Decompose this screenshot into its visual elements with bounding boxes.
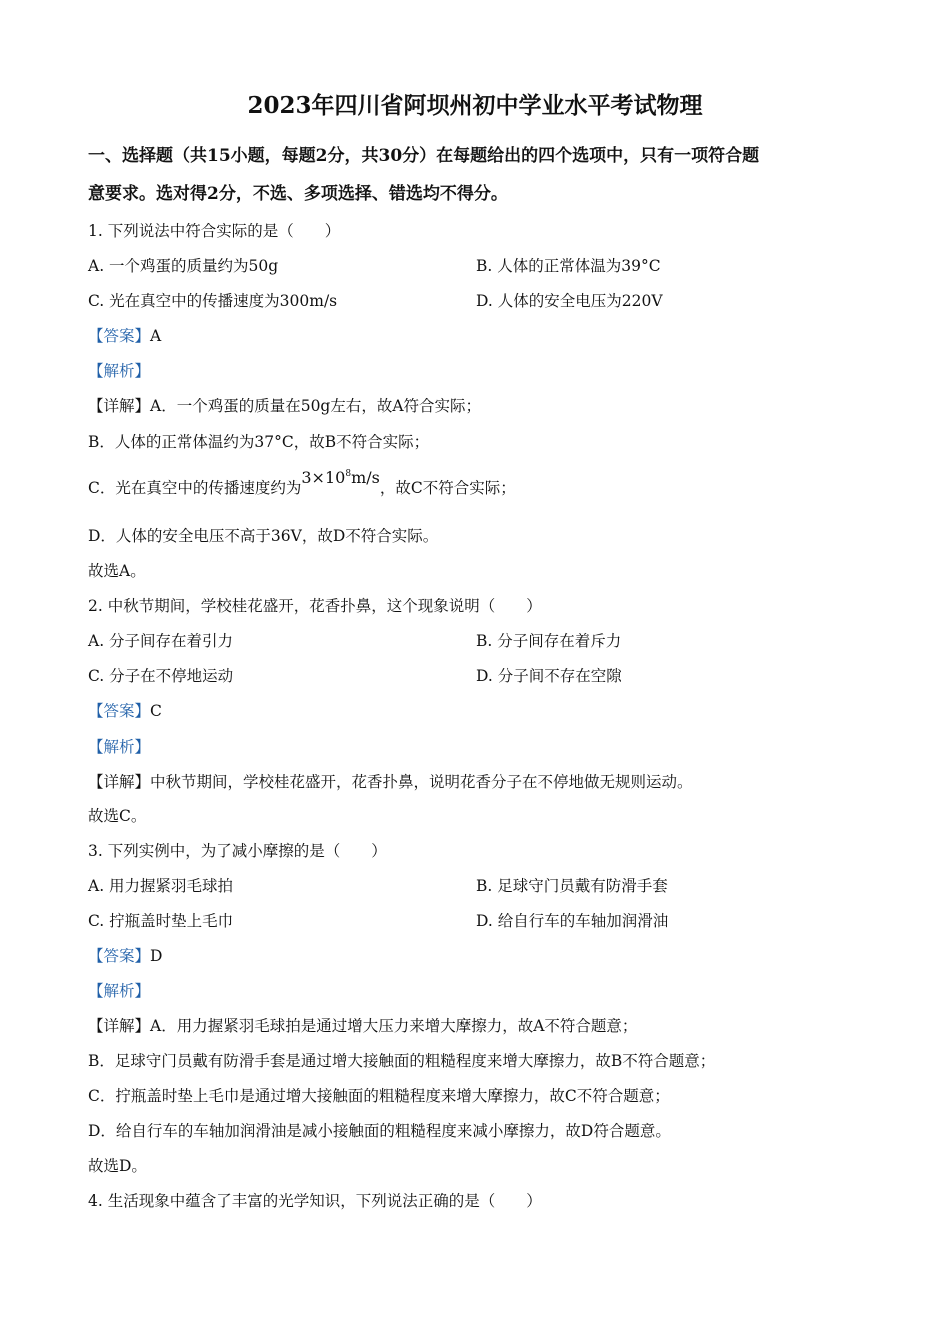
q2-option-c: C. 分子在不停地运动 — [88, 667, 234, 685]
detail-label: 【详解】 — [88, 773, 151, 791]
section-heading-line-2: 意要求。选对得2分，不选、多项选择、错选均不得分。 — [88, 184, 508, 204]
q2-detail — [88, 772, 693, 792]
analysis-label: 【解析】 — [88, 362, 151, 380]
answer-label: 【答案】 — [88, 947, 151, 965]
q3-option-c: C. 拧瓶盖时垫上毛巾 — [88, 912, 234, 930]
q1-detail-b: B．人体的正常体温约为37°C，故B不符合实际； — [88, 433, 430, 451]
q4-stem: 4. 生活现象中蕴含了丰富的光学知识，下列说法正确的是（ ） — [88, 1192, 542, 1210]
q2-stem: 2. 中秋节期间，学校桂花盛开，花香扑鼻，这个现象说明（ ） — [88, 597, 542, 615]
q2-option-d: D. 分子间不存在空隙 — [476, 667, 622, 685]
q3-detail-c: C．拧瓶盖时垫上毛巾是通过增大接触面的粗糙程度来增大摩擦力，故C不符合题意； — [88, 1087, 670, 1105]
q1-conclusion: 故选A。 — [88, 562, 146, 580]
detail-label: 【详解】 — [88, 1017, 151, 1035]
q1-option-d: D. 人体的安全电压为220V — [476, 292, 663, 310]
q1-detail-a-text: A．一个鸡蛋的质量在50g左右，故A符合实际； — [150, 397, 482, 415]
q2-analysis-label — [88, 737, 150, 757]
q3-detail-b: B．足球守门员戴有防滑手套是通过增大接触面的粗糙程度来增大摩擦力，故B不符合题意； — [88, 1052, 716, 1070]
q1-answer — [88, 326, 161, 346]
page-title: 2023年四川省阿坝州初中学业水平考试物理 — [247, 92, 703, 119]
q3-detail-a — [88, 1016, 637, 1036]
q3-detail-d: D．给自行车的车轴加润滑油是减小接触面的粗糙程度来减小摩擦力，故D符合题意。 — [88, 1122, 671, 1140]
q3-analysis-label — [88, 981, 150, 1001]
q1-detail-a — [88, 396, 481, 416]
q3-option-b: B. 足球守门员戴有防滑手套 — [476, 877, 668, 895]
analysis-label: 【解析】 — [88, 982, 151, 1000]
q1-answer-value: A — [150, 327, 162, 345]
q1-stem: 1. 下列说法中符合实际的是（ ） — [88, 222, 341, 240]
q3-answer-value: D — [150, 947, 163, 965]
q1-detail-d: D．人体的安全电压不高于36V，故D不符合实际。 — [88, 527, 439, 545]
q3-option-a: A. 用力握紧羽毛球拍 — [88, 877, 234, 895]
q1-detail-c-pre: C．光在真空中的传播速度约为 — [88, 479, 302, 497]
q2-conclusion: 故选C。 — [88, 807, 147, 825]
q3-answer — [88, 946, 162, 966]
q2-answer-value: C — [150, 702, 162, 720]
q1-option-c: C. 光在真空中的传播速度为300m/s — [88, 292, 338, 310]
answer-label: 【答案】 — [88, 327, 151, 345]
q2-option-a: A. 分子间存在着引力 — [88, 632, 234, 650]
q2-option-b: B. 分子间存在着斥力 — [476, 632, 622, 650]
q1-option-a: A. 一个鸡蛋的质量约为50g — [88, 257, 279, 275]
q1-detail-c-post: ，故C不符合实际； — [379, 479, 516, 497]
formula-exponent: 8 — [345, 469, 352, 479]
q3-detail-a-text: A．用力握紧羽毛球拍是通过增大压力来增大摩擦力，故A不符合题意； — [150, 1017, 638, 1035]
q3-conclusion: 故选D。 — [88, 1157, 147, 1175]
q2-answer — [88, 701, 162, 721]
section-heading-line-1: 一、选择题（共15小题，每题2分，共30分）在每题给出的四个选项中，只有一项符合题 — [88, 146, 760, 166]
answer-label: 【答案】 — [88, 702, 151, 720]
q3-option-d: D. 给自行车的车轴加润滑油 — [476, 912, 669, 930]
detail-label: 【详解】 — [88, 397, 151, 415]
q3-stem: 3. 下列实例中，为了减小摩擦的是（ ） — [88, 842, 387, 860]
speed-of-light-formula — [301, 468, 379, 487]
formula-base: 3×10 — [301, 468, 346, 487]
analysis-label: 【解析】 — [88, 738, 151, 756]
q2-detail-text: 中秋节期间，学校桂花盛开，花香扑鼻，说明花香分子在不停地做无规则运动。 — [150, 773, 693, 791]
formula-unit: m/s — [351, 468, 380, 487]
q1-option-b: B. 人体的正常体温为39°C — [476, 257, 661, 275]
q1-analysis-label — [88, 361, 150, 381]
